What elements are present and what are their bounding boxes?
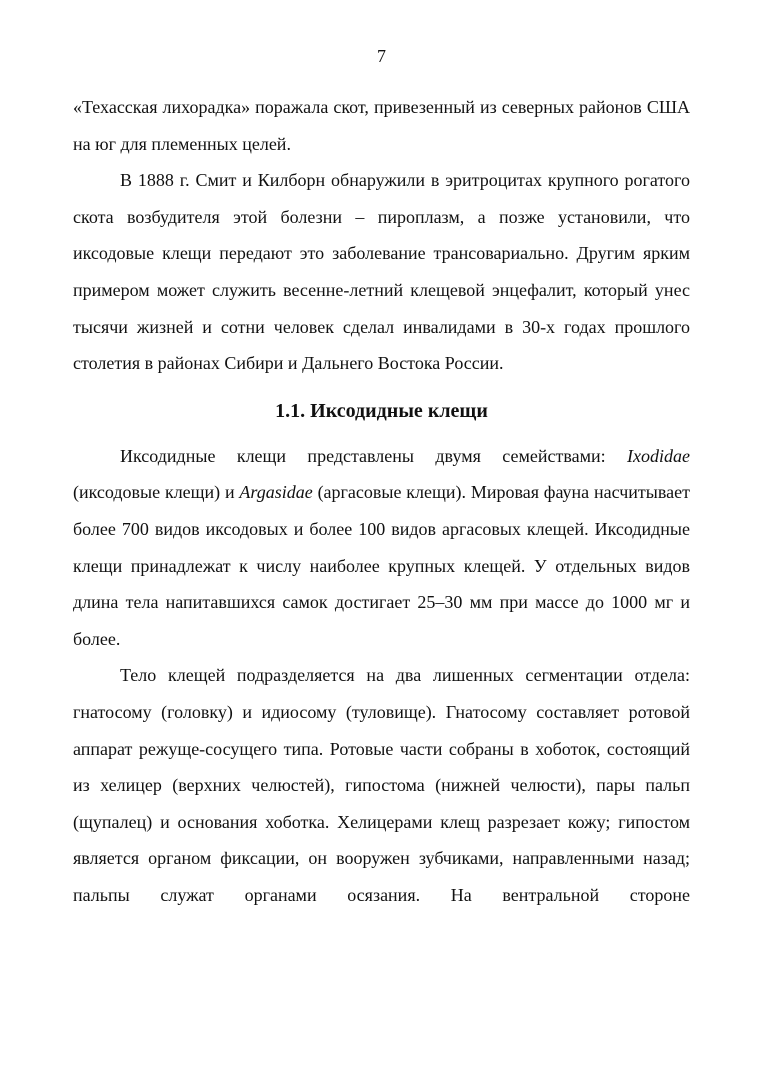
taxon-argasidae: Argasidae bbox=[239, 482, 313, 503]
families-text-2: (иксодовые клещи) и bbox=[73, 482, 240, 503]
paragraph-texas-fever: «Техасская лихорадка» поражала скот, привезенный из северных районов США на юг для племенных целей. bbox=[73, 97, 690, 154]
page-number: 7 bbox=[377, 46, 386, 66]
body-text bbox=[73, 89, 690, 913]
paragraph-body-structure: Тело клещей подразделяется на два лишенных сегментации отдела: гнатосому (головку) и идиосому (туловище). Гнатосому составляет ротовой аппарат режуще-сосущего типа. Ротовые части собраны в хоботок, состоящий из хелицер (верхних челюстей), гипостома (нижней челюсти), пары пальп (щупалец) и основания хоботка. Хелицерами клещ разрезает кожу; гипостом является органом фиксации, он вооружен зубчиками, направленными назад; пальпы служат органами осязания. На вентральной стороне bbox=[73, 665, 690, 905]
paragraph-history: В 1888 г. Смит и Килборн обнаружили в эритроцитах крупного рогатого скота возбудителя этой болезни – пироплазм, а позже установили, что иксодовые клещи передают это заболевание трансовариально. Другим ярким примером может служить весенне-летний клещевой энцефалит, который унес тысячи жизней и сотни человек сделал инвалидами в 30-х годах прошлого столетия в районах Сибири и Дальнего Востока России. bbox=[73, 170, 690, 374]
families-text-3: (аргасовые клещи). Мировая фауна насчитывает более 700 видов иксодовых и более 100 видов аргасовых клещей. Иксодидные клещи принадлежат к числу наиболее крупных клещей. У отдельных видов длина тела напитавшихся самок достигает 25–30 мм при массе до 1000 мг и более. bbox=[73, 482, 690, 649]
paragraph-families bbox=[73, 438, 690, 658]
families-text-1: Иксодидные клещи представлены двумя семействами: bbox=[120, 445, 628, 466]
section-heading: 1.1. Иксодидные клещи bbox=[275, 399, 488, 422]
taxon-ixodidae: Ixodidae bbox=[627, 445, 690, 466]
